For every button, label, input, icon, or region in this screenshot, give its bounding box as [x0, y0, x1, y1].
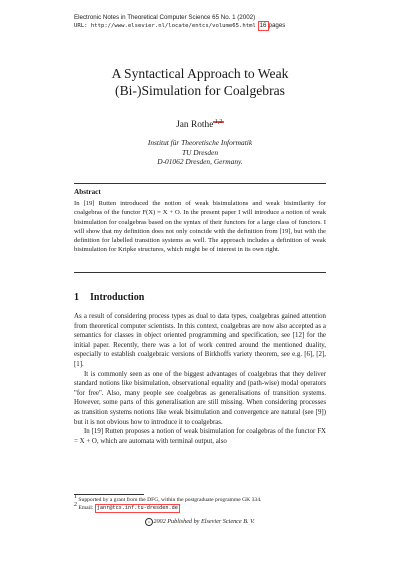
footnote-2-label: Email:: [78, 505, 95, 512]
section-title: Introduction: [90, 292, 145, 303]
footnote-2: [74, 504, 326, 513]
title-line-2: (Bi-)Simulation for Coalgebras: [115, 83, 285, 98]
affiliation: [60, 138, 340, 167]
section-heading: [74, 292, 144, 303]
footnote-1-text: Supported by a grant from the DFG, within the postgraduate programme GK 334.: [78, 497, 262, 503]
copyright-text: 2002 Published by Elsevier Science B. V.: [153, 518, 255, 525]
section-body: [74, 312, 326, 446]
title-line-1: A Syntactical Approach to Weak: [111, 66, 289, 81]
page-count-link[interactable]: 16: [259, 22, 267, 30]
author-name: Jan Rothe: [176, 120, 214, 130]
url-prefix: URL:: [74, 23, 91, 30]
footnote-rule: [74, 494, 144, 495]
footnote-1: [74, 494, 326, 504]
abstract-top-rule: [74, 183, 326, 184]
author-line: [60, 120, 340, 130]
author-footnote-marks: [213, 119, 224, 125]
affiliation-line-2: TU Dresden: [181, 147, 219, 157]
paper-title: [60, 65, 340, 99]
copyright-symbol: c: [145, 518, 153, 526]
journal-url-link[interactable]: http://www.elsevier.nl/locate/entcs/volume65.html: [90, 23, 256, 30]
journal-header: [74, 14, 285, 31]
footnote-2-mark: 2: [74, 502, 77, 509]
abstract-heading: Abstract: [74, 188, 101, 196]
body-paragraph: It is commonly seen as one of the biggest advantages of coalgebras that they deliver standard notions like bisimulation, observational equality and (path-wise) modal operators "for free". Also, many people see coalgebras as generalisations of transition systems. However, some parts of this generalisation are still missing. When considering processes as transition systems notions like weak bisimulation and convergence are natural (see [9]) but it is not obvious how to introduce it to coalgebras.: [74, 370, 326, 426]
journal-line: Electronic Notes in Theoretical Computer Science 65 No. 1 (2002): [74, 14, 256, 21]
footnotes: [74, 494, 326, 513]
body-paragraph: In [19] Rutten proposes a notion of weak bisimulation for coalgebras of the functor FX = X + O, which are automata with terminal output, also: [74, 428, 326, 445]
section-number: 1: [74, 292, 79, 303]
pages-word: pages: [268, 22, 286, 30]
affiliation-line-1: Institut für Theoretische Informatik: [147, 138, 253, 147]
affiliation-line-3: D-01062 Dresden, Germany.: [157, 157, 243, 167]
journal-url-line: [74, 21, 285, 30]
abstract-text: [74, 199, 326, 255]
copyright-line: [74, 518, 326, 526]
footnote-1-mark: 1: [74, 494, 77, 501]
abstract-body: In [19] Rutten introduced the notion of weak bisimulations and weak bisimilarity for coalgebras of the functor F(X) = X + O. In the present paper I will introduce a notion of weak bisimulation for coalgebras based on the syntax of their functors for a large class of functors. I will show that my definition does not only coincide with the definition from [19], but with the definition for labelled transition systems as well. The approach includes a definition of weak bisimulation for Kripke structures, which might be of interest in its own right.: [74, 200, 326, 254]
footnote-link[interactable]: 1,2: [214, 118, 223, 125]
body-paragraph: As a result of considering process types as dual to data types, coalgebras gained attention from theoretical computer scientists. In this context, coalgebras are now also accepted as a semantics for classes in object oriented programming and specification, see [12] for the initial paper. Recently, there was a lot of work centred around the mentioned duality, especially to establish coalgebraic versions of Birkhoffs variety theorem, see e.g. [6], [2], [1].: [74, 313, 326, 368]
email-link[interactable]: janr@tcs.inf.tu-dresden.de: [95, 504, 180, 513]
abstract-bottom-rule: [74, 272, 326, 273]
